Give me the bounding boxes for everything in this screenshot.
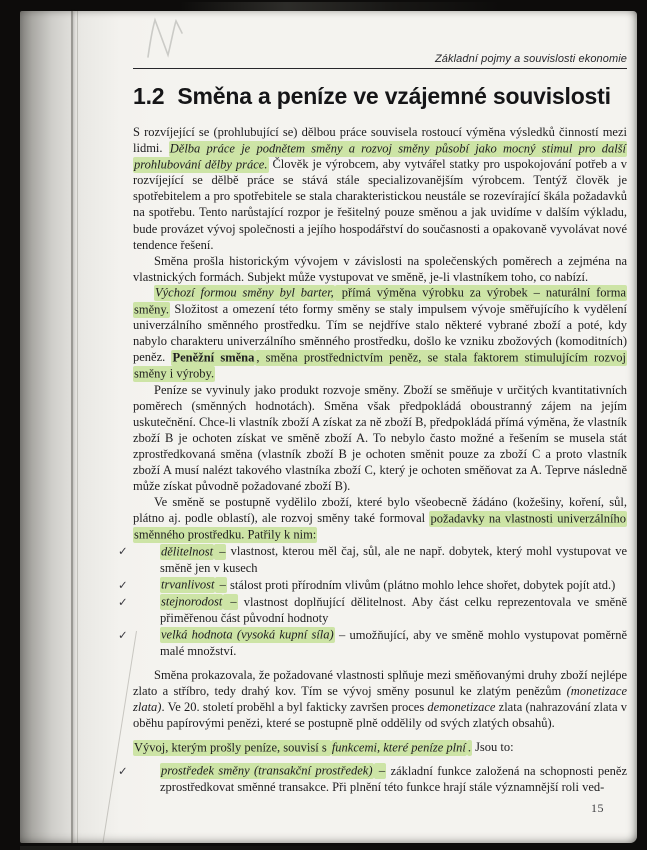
highlighted-text: Vývoj, kterým prošly peníze, souvisí s [134,740,330,755]
highlighted-text: – [216,577,226,592]
text-segment: Peníze se vyvinuly jako produkt rozvoje směny. Zboží se směňuje v určitých kvantitativních poměrech (směnných hodnotách). Směna však předpokládá oboustranný zájem na jejím uskutečnění. Chce-li vlastník zboží A získat za ně zboží B, předpokládá přímá výměna, že vlastník zboží B je ochoten získat ve směně zboží A. To nebylo často možné a řešením se musela stát zprostředkovaná směna (vlastník zboží B je ochoten směnit pouze za zboží C a proto vlastník zboží A musí nalézt takového vlastníka zboží C, který je ochoten směňovat za A. Teprve následně může získat původně požadované zboží B). [133,382,627,494]
checkmark-icon: ✓ [118,577,128,592]
list-item-velka-hodnota [118,627,627,659]
highlighted-text: dělitelnost [161,544,214,559]
section-number: 1.2 [133,83,165,109]
checkmark-icon: ✓ [118,594,128,609]
text-segment: – umožňující, aby ve směně mohlo vystupovat poměrně malé množství. [160,627,627,658]
text-segment: Složitost a omezení této formy směny se staly impulsem vývoje směřujícího k vydělení univerzálního směnného prostředku. Tím se nejdříve stalo některé vybrané zboží a poté, kdy nabylo charakteru univerzálního směnného prostředku, došlo ke vzniku zbožových (komoditních) peněz. [133,302,627,365]
highlighted-text: – [224,594,237,609]
highlighted-text: prostředek směny (transakční prostředek) [161,763,373,778]
para-exchange-history [133,253,627,285]
text-segment: Směna prošla historickým vývojem v závislosti na společenských poměrech a zejména na vlastnických formách. Subjekt může vystupovat ve směně, je-li vlastníkem toho, co nabízí. [133,253,627,284]
section-title: Směna a peníze ve vzájemné souvislosti [177,83,611,109]
section-heading [133,83,627,110]
checkmark-icon: ✓ [118,763,128,778]
para-gold-silver [133,667,627,731]
text-segment: Člověk je výrobcem, aby vytvářel statky pro uspokojování potřeb a v rozvíjející se dělbě práce se stává stále specializovanějším výrobcem. Tentýž člověk je spotřebitelem a pro spotřebitele se stala charakteristickou neustále se rozevírající škála požadavků na spotřebu. Tento narůstající rozpor je řešitelný pouze směnou a jak uvidíme v dalším výkladu, bude provázet vývoj společnosti a jejího hospodářství do současnosti a opakovaně vyvolávat nové tendence řešení. [133,157,627,252]
photo-border-smudge-bottom [20,846,420,850]
body-text [118,124,628,795]
text-segment: zlata (nahrazování zlata v oběhu papírovými penězi, které se postupně plně oddělily od svých zlatých obsahů). [133,700,627,731]
highlighted-text: – [374,763,386,778]
checkmark-icon: ✓ [118,627,128,642]
highlighted-text: . [467,740,471,755]
text-segment: Směna prokazovala, že požadované vlastnosti splňuje mezi směňovanými druhy zboží nejlépe zlato a stříbro, tedy drahý kov. Tím se vývoj směny posunul ke zlatým penězům [133,668,627,699]
highlighted-text: – [215,544,226,559]
highlighted-text: přímá výměna výrobku za výrobek – naturální forma směny. [134,285,626,317]
para-division-of-labor [133,124,627,253]
highlighted-text: Dělba práce je podnětem směny a rozvoj směny působí jako mocný stimul pro další prohlubování dělby práce. [134,141,626,172]
text-segment: vlastnost doplňující dělitelnost. Aby část celku reprezentovala ve směně přiměřenou část původní hodnoty [160,594,628,625]
text-segment: . Ve 20. století proběhl a byl fakticky završen proces [161,700,428,715]
highlighted-text: , směna prostřednictvím peněz, se stala faktorem stimulujícím rozvoj směny i výroby. [134,350,626,381]
highlighted-text: požadavky na vlastnosti univerzálního směnného prostředku. Patřily k nim: [134,511,627,542]
text-segment: stálost proti přírodním vlivům (plátno mohlo lehce shořet, dobytek pojít atd.) [226,577,616,592]
list-item-trvanlivost [118,577,627,593]
para-functions-intro [133,739,627,755]
highlighted-text: Výchozí formou směny byl barter, [155,285,334,300]
text-segment: S rozvíjející se (prohlubující se) dělbou práce souvisela rostoucí výměna výsledků činností mezi lidmi. [133,125,627,156]
text-segment: (monetizace zlata) [133,684,627,715]
highlighted-text: velká hodnota (vysoká kupní síla) [161,627,334,642]
list-item-stejnorodost [118,594,628,626]
paper-crease [102,631,137,844]
list-item-delitelnost [118,543,627,575]
highlighted-text: Peněžní směna [172,350,255,365]
list-item-prostredek-smeny [118,763,628,795]
text-segment: základní funkce založená na schopnosti peněz zprostředkovat směnné transakce. Při plnění této funkce hrají stále významnější roli ved- [160,763,628,794]
text-segment: Ve směně se postupně vydělilo zboží, které bylo všeobecně žádáno (kožešiny, koření, sůl, plátno aj. podle oblastí), ale rozvoj směny také formoval [133,495,627,526]
para-barter [133,285,627,382]
book-page [20,11,637,843]
highlighted-text: trvanlivost [161,577,215,592]
highlighted-text: funkcemi, které peníze plní [331,740,466,755]
text-segment: Jsou to: [471,740,514,755]
text-segment: vlastnost, kterou měl čaj, sůl, ale ne např. dobytek, který mohl vystupovat ve směně jen v kusech [160,544,627,575]
spine-gutter-line [71,11,73,843]
para-money-origin [133,382,627,495]
page-number: 15 [591,801,604,815]
text-segment: demonetizace [427,700,496,715]
checkmark-icon: ✓ [118,544,128,559]
page-stack-edge-line [77,11,78,843]
highlighted-text: stejnorodost [161,594,223,609]
para-universal-medium [133,494,627,542]
page-content [118,11,628,795]
running-header: Základní pojmy a souvislosti ekonomie [133,53,627,69]
